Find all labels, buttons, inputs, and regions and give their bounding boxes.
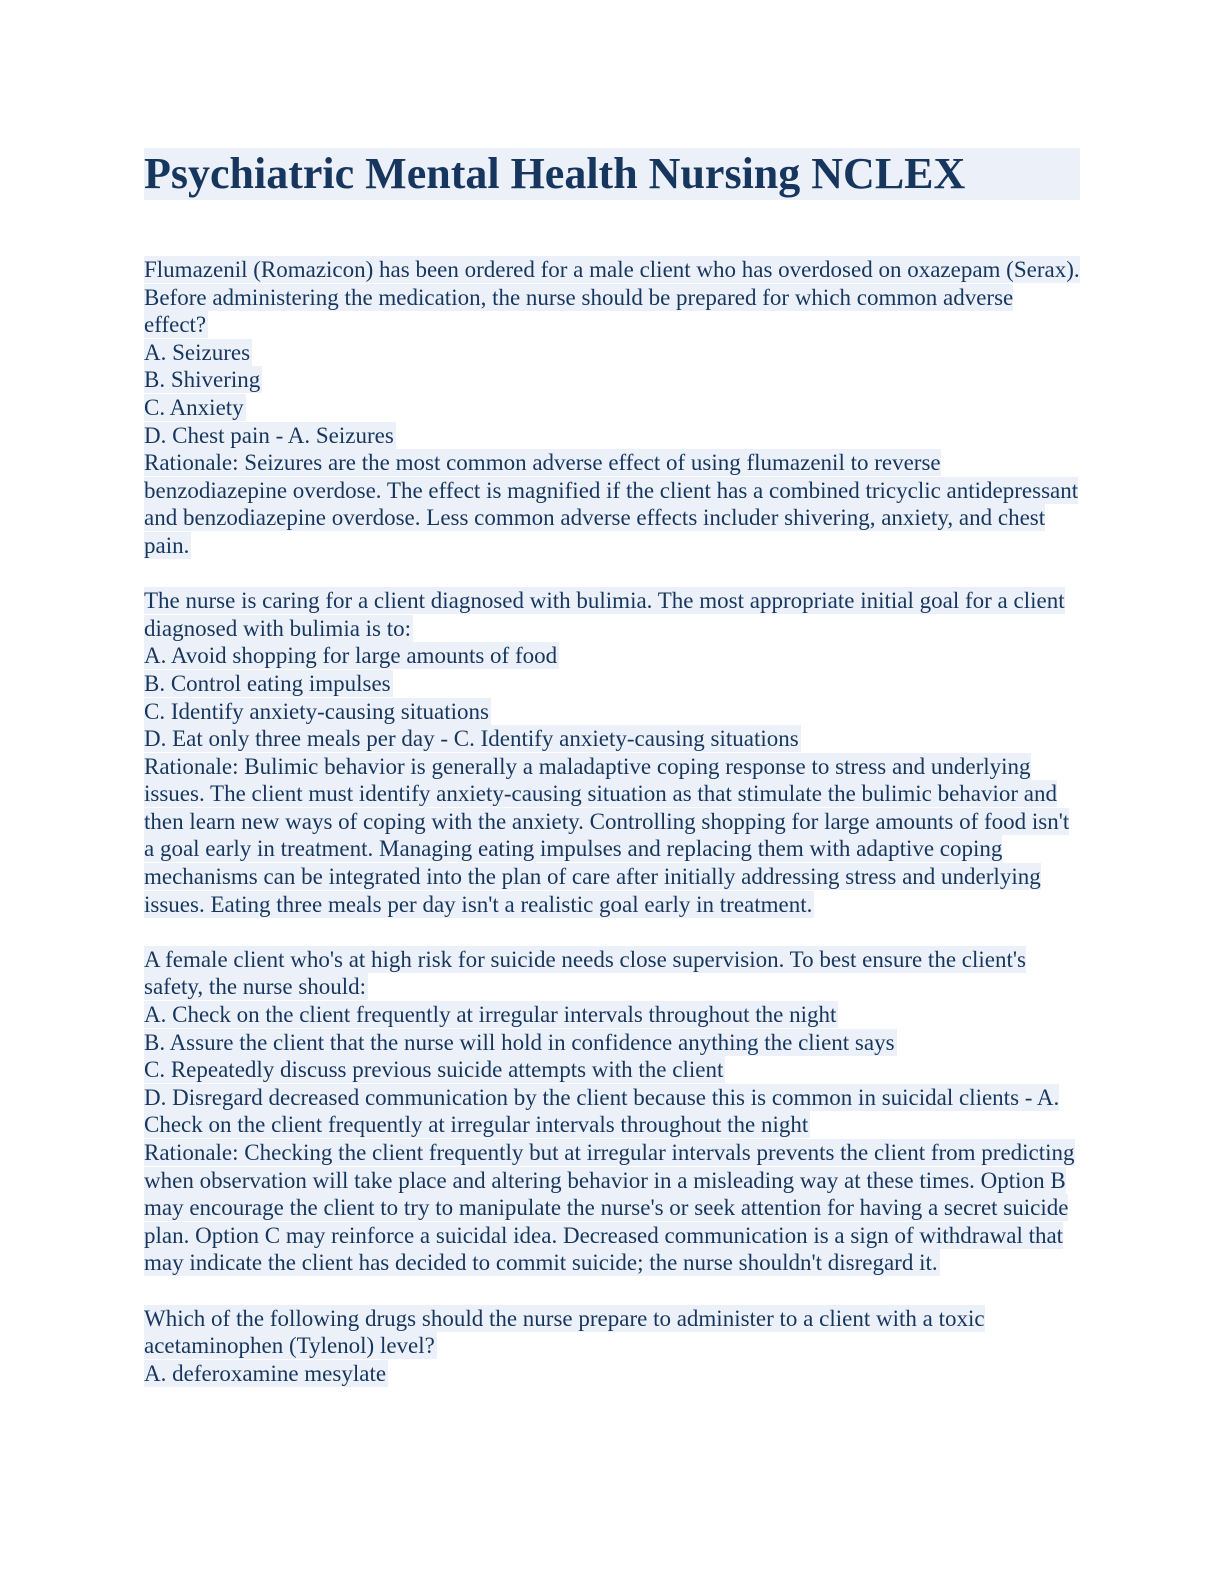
text-line xyxy=(144,946,1080,1001)
highlighted-text: C. Repeatedly discuss previous suicide attempts with the client xyxy=(144,1057,724,1083)
highlighted-text: B. Control eating impulses xyxy=(144,670,391,696)
text-line xyxy=(144,449,1080,559)
highlighted-text: A. Avoid shopping for large amounts of food xyxy=(144,643,558,669)
question-block xyxy=(144,256,1080,560)
document-body xyxy=(144,256,1080,1387)
text-line xyxy=(144,698,1080,726)
highlighted-text: Rationale: Checking the client frequently but at irregular intervals prevents the client from predicting when observation will take place and altering behavior in a misleading way at these times. Option B may encourage the client to try to manipulate the nurse's or seek attention for having a secret suicide plan. Option C may reinforce a suicidal idea. Decreased communication is a sign of withdrawal that may indicate the client has decided to commit suicide; the nurse shouldn't disregard it. xyxy=(144,1140,1075,1276)
highlighted-text: D. Disregard decreased communication by the client because this is common in suicidal clients - A. Check on the client frequently at irregular intervals throughout the night xyxy=(144,1084,1060,1138)
text-line xyxy=(144,642,1080,670)
text-line xyxy=(144,256,1080,339)
question-block xyxy=(144,946,1080,1277)
highlighted-text: Rationale: Seizures are the most common adverse effect of using flumazenil to reverse benzodiazepine overdose. The effect is magnified if the client has a combined tricyclic antidepressant and benzodiazepine overdose. Less common adverse effects includer shivering, anxiety, and chest pain. xyxy=(144,450,1079,558)
text-line xyxy=(144,394,1080,422)
question-block xyxy=(144,587,1080,918)
text-line xyxy=(144,1029,1080,1057)
highlighted-text: Rationale: Bulimic behavior is generally a maladaptive coping response to stress and underlying issues. The client must identify anxiety-causing situation as that stimulate the bulimic behavior and then learn new ways of coping with the anxiety. Controlling shopping for large amounts of food isn't a goal early in treatment. Managing eating impulses and replacing them with adaptive coping mechanisms can be integrated into the plan of care after initially addressing stress and underlying issues. Eating three meals per day isn't a realistic goal early in treatment. xyxy=(144,753,1070,917)
text-line xyxy=(144,1360,1080,1388)
text-line xyxy=(144,1305,1080,1360)
highlighted-text: C. Anxiety xyxy=(144,394,244,420)
highlighted-text: B. Shivering xyxy=(144,367,261,393)
text-line xyxy=(144,587,1080,642)
highlighted-text: Flumazenil (Romazicon) has been ordered for a male client who has overdosed on oxazepam (Serax). Before administering the medication, the nurse should be prepared for which common adverse effect? xyxy=(144,257,1080,338)
text-line xyxy=(144,670,1080,698)
page-title: Psychiatric Mental Health Nursing NCLEX xyxy=(144,148,1080,200)
highlighted-text: D. Eat only three meals per day - C. Identify anxiety-causing situations xyxy=(144,726,799,752)
text-line xyxy=(144,725,1080,753)
text-line xyxy=(144,422,1080,450)
highlighted-text: The nurse is caring for a client diagnosed with bulimia. The most appropriate initial goal for a client diagnosed with bulimia is to: xyxy=(144,588,1065,641)
highlighted-text: A. Check on the client frequently at irregular intervals throughout the night xyxy=(144,1002,837,1028)
text-line xyxy=(144,1139,1080,1277)
question-block xyxy=(144,1305,1080,1388)
highlighted-text: B. Assure the client that the nurse will hold in confidence anything the client says xyxy=(144,1029,895,1055)
highlighted-text: C. Identify anxiety-causing situations xyxy=(144,698,489,724)
text-line xyxy=(144,1084,1080,1139)
highlighted-text: D. Chest pain - A. Seizures xyxy=(144,422,394,448)
text-line xyxy=(144,366,1080,394)
highlighted-text: A female client who's at high risk for suicide needs close supervision. To best ensure the client's safety, the nurse should: xyxy=(144,946,1026,1000)
text-line xyxy=(144,1056,1080,1084)
text-line xyxy=(144,1001,1080,1029)
highlighted-text: A. deferoxamine mesylate xyxy=(144,1360,387,1386)
highlighted-text: Which of the following drugs should the nurse prepare to administer to a client with a toxic acetaminophen (Tylenol) level? xyxy=(144,1305,985,1359)
text-line xyxy=(144,753,1080,919)
highlighted-text: A. Seizures xyxy=(144,339,251,365)
text-line xyxy=(144,339,1080,367)
